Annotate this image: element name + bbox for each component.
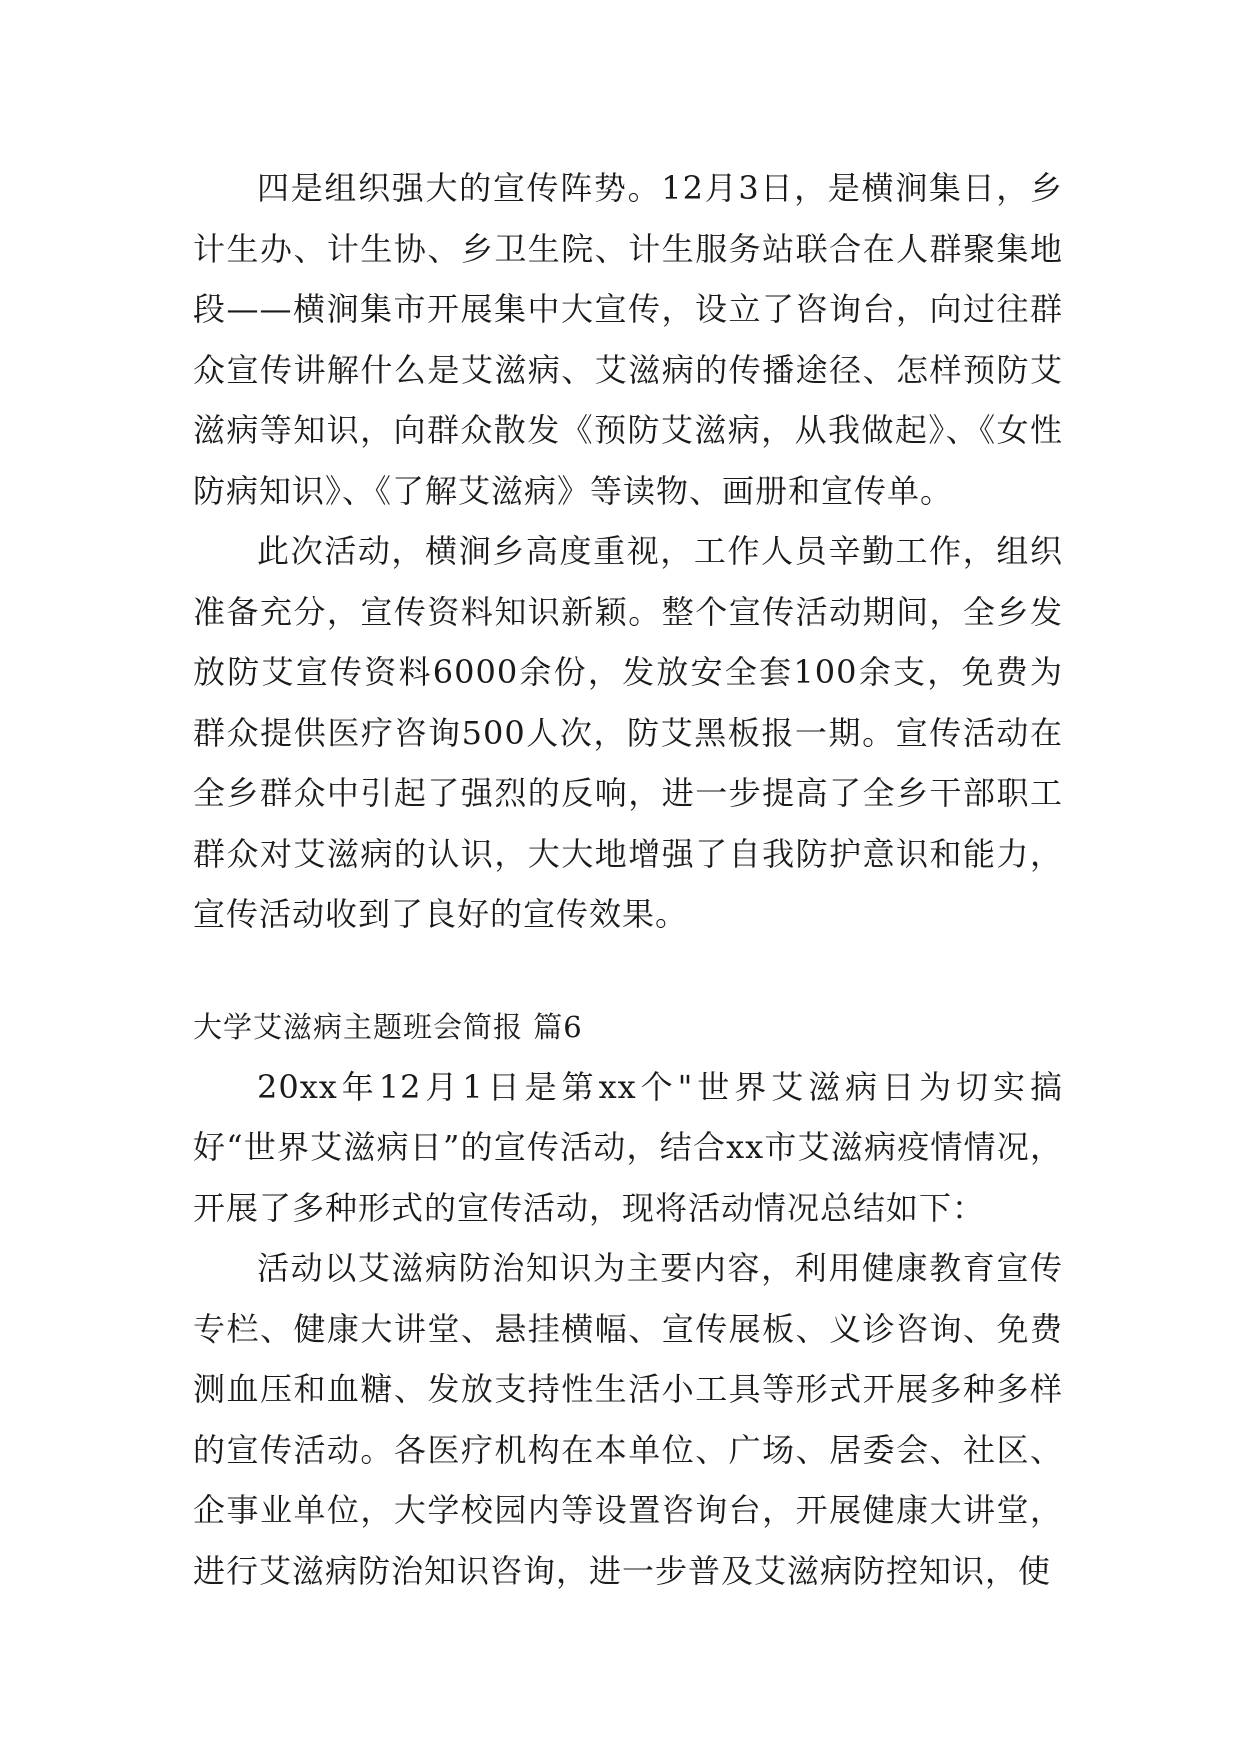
document-body <box>193 158 1063 1601</box>
paragraph-propaganda-campaign: 四是组织强大的宣传阵势。12月3日，是横涧集日，乡计生办、计生协、乡卫生院、计生服务站联合在人群聚集地段——横涧集市开展集中大宣传，设立了咨询台，向过往群众宣传讲解什么是艾滋病、艾滋病的传播途径、怎样预防艾滋病等知识，向群众散发《预防艾滋病，从我做起》、《女性防病知识》、《了解艾滋病》等读物、画册和宣传单。 <box>193 169 1063 510</box>
paragraph-activity-summary: 此次活动，横涧乡高度重视，工作人员辛勤工作，组织准备充分，宣传资料知识新颖。整个宣传活动期间，全乡发放防艾宣传资料6000余份，发放安全套100余支，免费为群众提供医疗咨询500人次，防艾黑板报一期。宣传活动在全乡群众中引起了强烈的反响，进一步提高了全乡干部职工群众对艾滋病的认识，大大地增强了自我防护意识和能力，宣传活动收到了良好的宣传效果。 <box>193 532 1063 933</box>
paragraph-activity-content: 活动以艾滋病防治知识为主要内容，利用健康教育宣传专栏、健康大讲堂、悬挂横幅、宣传展板、义诊咨询、免费测血压和血糖、发放支持性生活小工具等形式开展多种多样的宣传活动。各医疗机构在本单位、广场、居委会、社区、企事业单位，大学校园内等设置咨询台，开展健康大讲堂，进行艾滋病防治知识咨询，进一步普及艾滋病防控知识，使 <box>193 1249 1063 1590</box>
paragraph-aids-day-intro: 20xx年12月1日是第xx个"世界艾滋病日为切实搞好“世界艾滋病日”的宣传活动，结合xx市艾滋病疫情情况，开展了多种形式的宣传活动，现将活动情况总结如下： <box>193 1067 1063 1227</box>
section-heading: 大学艾滋病主题班会简报 篇6 <box>193 1009 583 1044</box>
